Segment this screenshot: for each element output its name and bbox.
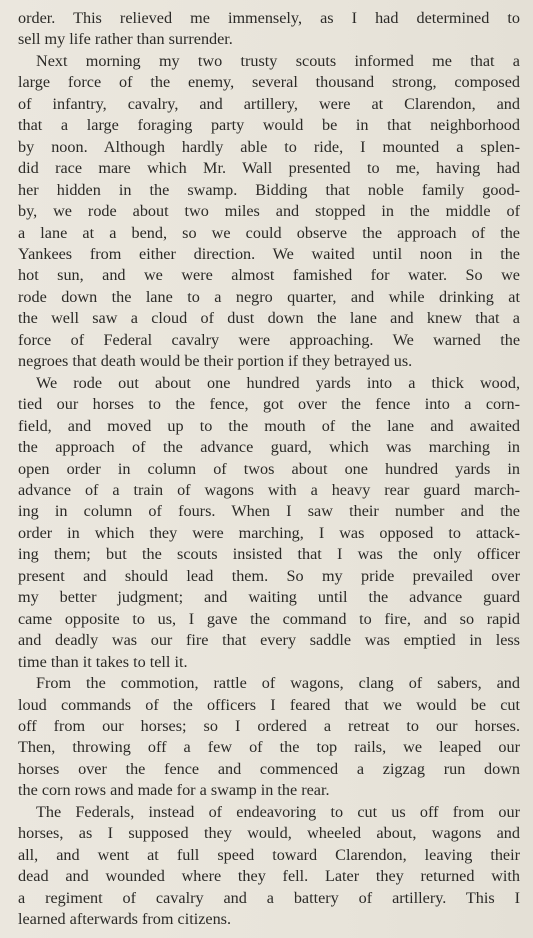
body-text: [18, 8, 520, 930]
text-line: my better judgment; and waiting until the advance guard: [18, 588, 520, 607]
text-line: horses over the fence and commenced a zigzag run down: [18, 759, 520, 778]
text-line: off from our horses; so I ordered a retreat to our horses.: [18, 716, 520, 735]
paragraph-4: [18, 673, 520, 802]
text-line: the approach of the advance guard, which was marching in: [18, 438, 520, 457]
text-line: advance of a train of wagons with a heavy rear guard march-: [18, 480, 520, 499]
text-line: her hidden in the swamp. Bidding that noble family good-: [18, 180, 520, 199]
text-line: a regiment of cavalry and a battery of artillery. This I: [18, 888, 520, 907]
text-line: that a large foraging party would be in that neighborhood: [18, 116, 520, 135]
text-line: did race mare which Mr. Wall presented to me, having had: [18, 159, 520, 178]
text-line: present and should lead them. So my pride prevailed over: [18, 566, 520, 585]
text-line: of infantry, cavalry, and artillery, were at Clarendon, and: [18, 94, 520, 113]
text-line: negroes that death would be their portion if they betrayed us.: [18, 352, 413, 371]
text-line: open order in column of twos about one hundred yards in: [18, 459, 520, 478]
text-line: Next morning my two trusty scouts informed me that a: [36, 51, 520, 70]
text-line: field, and moved up to the mouth of the lane and awaited: [18, 416, 520, 435]
paragraph-5: [18, 802, 520, 931]
text-line: The Federals, instead of endeavoring to cut us off from our: [36, 802, 520, 821]
text-line: order. This relieved me immensely, as I had determined to: [18, 9, 520, 27]
text-line: by, we rode about two miles and stopped in the middle of: [18, 202, 520, 221]
text-line: Then, throwing off a few of the top rails, we leaped our: [18, 738, 520, 757]
text-line: and deadly was our fire that every saddle was emptied in less: [18, 631, 520, 650]
paragraph-3: [18, 373, 520, 673]
text-line: learned afterwards from citizens.: [18, 910, 232, 929]
text-line: tied our horses to the fence, got over the fence into a corn-: [18, 395, 520, 414]
text-line: dead and wounded where they fell. Later they returned with: [18, 867, 520, 886]
text-line: all, and went at full speed toward Clarendon, leaving their: [18, 845, 520, 864]
text-line: the corn rows and made for a swamp in the rear.: [18, 781, 330, 800]
text-line: large force of the enemy, several thousand strong, composed: [18, 73, 520, 92]
text-line: Yankees from either direction. We waited until noon in the: [18, 244, 520, 263]
text-line: force of Federal cavalry were approaching. We warned the: [18, 330, 520, 349]
text-line: by noon. Although hardly able to ride, I mounted a splen-: [18, 137, 520, 156]
text-line: a lane at a bend, so we could observe the approach of the: [18, 223, 520, 242]
text-line: loud commands of the officers I feared that we would be cut: [18, 695, 520, 714]
text-line: From the commotion, rattle of wagons, clang of sabers, and: [36, 674, 520, 693]
text-line: hot sun, and we were almost famished for water. So we: [18, 266, 520, 285]
text-line: the well saw a cloud of dust down the lane and knew that a: [18, 309, 520, 328]
text-line: We rode out about one hundred yards into a thick wood,: [36, 373, 520, 392]
text-line: time than it takes to tell it.: [18, 652, 188, 671]
paragraph-1: [18, 8, 520, 51]
paragraph-2: [18, 51, 520, 373]
text-line: ing in column of fours. When I saw their number and the: [18, 502, 520, 521]
text-line: order in which they were marching, I was opposed to attack-: [18, 523, 520, 542]
text-line: came opposite to us, I gave the command to fire, and so rapid: [18, 609, 520, 628]
text-line: horses, as I supposed they would, wheeled about, wagons and: [18, 824, 520, 843]
text-line: sell my life rather than surrender.: [18, 30, 233, 49]
text-line: ing them; but the scouts insisted that I was the only officer: [18, 545, 520, 564]
text-line: rode down the lane to a negro quarter, and while drinking at: [18, 287, 520, 306]
